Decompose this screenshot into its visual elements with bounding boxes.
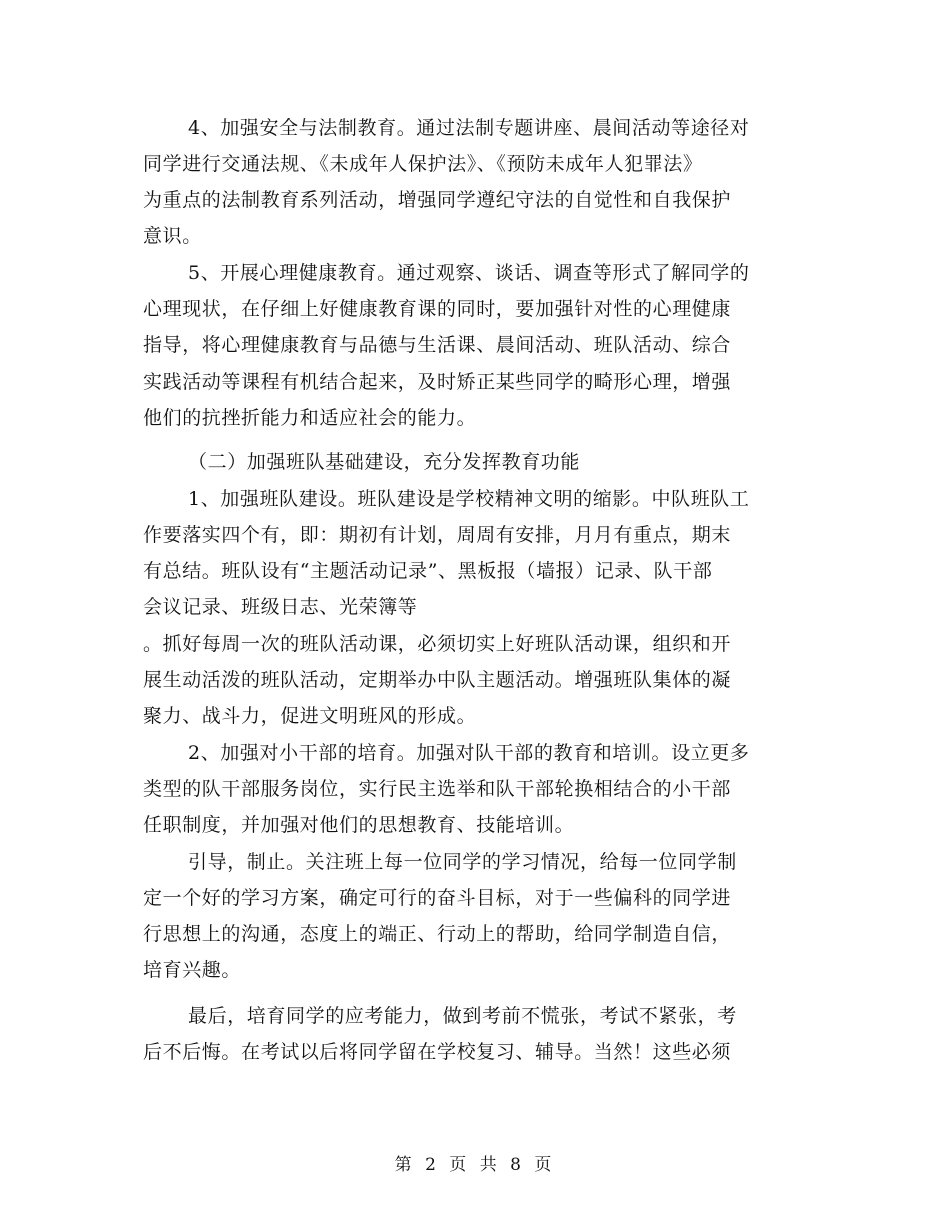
- paragraph-5-line-3: 指导，将心理健康教育与品德与生活课、晨间活动、班队活动、综合: [143, 334, 732, 356]
- paragraph-b2-line-3: 任职制度，并加强对他们的思想教育、技能培训。: [143, 814, 575, 836]
- paragraph-final-line-1: 最后，培育同学的应考能力，做到考前不慌张，考试不紧张，考: [188, 1005, 737, 1027]
- paragraph-b1-line-2: 作要落实四个有，即：期初有计划，周周有安排，月月有重点，期末: [143, 524, 732, 546]
- paragraph-b2-line-1: 2、加强对小干部的培育。加强对队干部的教育和培训。设立更多: [188, 742, 750, 764]
- paragraph-5-line-2: 心理现状，在仔细上好健康教育课的同时，要加强针对性的心理健康: [143, 298, 732, 320]
- section-heading: （二）加强班队基础建设，充分发挥教育功能: [188, 451, 581, 473]
- paragraph-guide-line-1: 引导，制止。关注班上每一位同学的学习情况，给每一位同学制: [188, 851, 737, 873]
- paragraph-5-line-4: 实践活动等课程有机结合起来，及时矫正某些同学的畸形心理，增强: [143, 371, 732, 393]
- page-footer: 第 2 页 共 8 页: [394, 1155, 556, 1175]
- paragraph-5-line-1: 5、开展心理健康教育。通过观察、谈话、调查等形式了解同学的: [188, 262, 750, 284]
- paragraph-4-line-3: 为重点的法制教育系列活动，增强同学遵纪守法的自觉性和自我保护: [143, 189, 732, 211]
- paragraph-guide-line-2: 定一个好的学习方案，确定可行的奋斗目标，对于一些偏科的同学进: [143, 887, 732, 909]
- paragraph-final-line-2: 后不后悔。在考试以后将同学留在学校复习、辅导。当然！这些必须: [143, 1041, 732, 1063]
- paragraph-guide-line-4: 培育兴趣。: [143, 959, 242, 981]
- paragraph-b1-line-4: 会议记录、班级日志、光荣簿等: [143, 596, 418, 618]
- paragraph-5-line-5: 他们的抗挫折能力和适应社会的能力。: [143, 407, 477, 429]
- paragraph-b1b-line-2: 展生动活泼的班队活动，定期举办中队主题活动。增强班队集体的凝: [143, 669, 732, 691]
- paragraph-b1-line-3: 有总结。班队设有“主题活动记录”、黑板报（墙报）记录、队干部: [143, 560, 713, 582]
- paragraph-4-line-4: 意识。: [143, 225, 202, 247]
- paragraph-b1b-line-1: 。抓好每周一次的班队活动课，必须切实上好班队活动课，组织和开: [143, 633, 732, 655]
- paragraph-guide-line-3: 行思想上的沟通，态度上的端正、行动上的帮助，给同学制造自信，: [143, 923, 732, 945]
- paragraph-4-line-1: 4、加强安全与法制教育。通过法制专题讲座、晨间活动等途径对: [188, 117, 750, 139]
- paragraph-4-line-2: 同学进行交通法规、《未成年人保护法》、《预防未成年人犯罪法》: [143, 153, 703, 175]
- paragraph-b2-line-2: 类型的队干部服务岗位，实行民主选举和队干部轮换相结合的小干部: [143, 778, 732, 800]
- paragraph-b1b-line-3: 聚力、战斗力，促进文明班风的形成。: [143, 705, 477, 727]
- paragraph-b1-line-1: 1、加强班队建设。班队建设是学校精神文明的缩影。中队班队工: [188, 488, 750, 510]
